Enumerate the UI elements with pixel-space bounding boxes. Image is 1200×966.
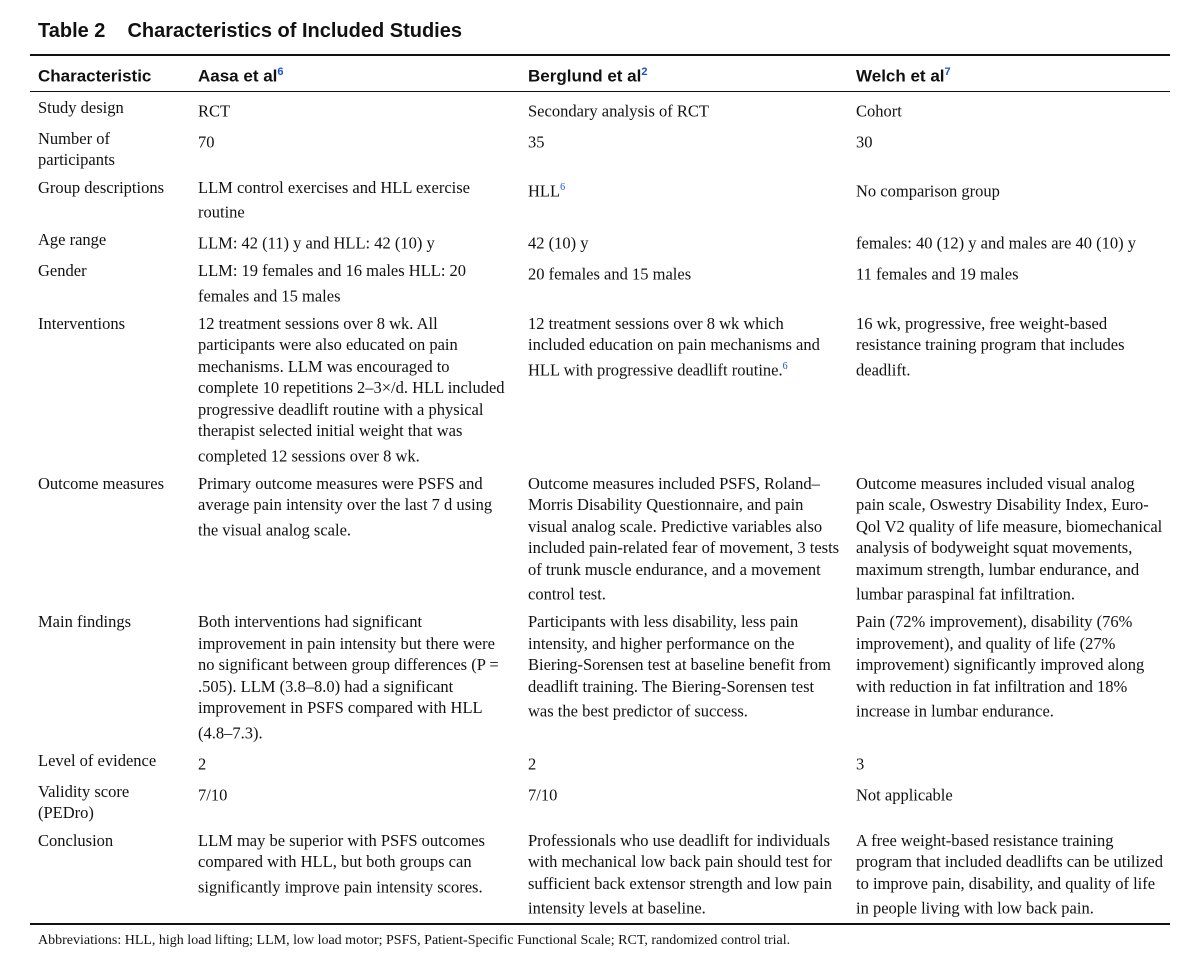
table-row [30,227,1170,258]
header-cell: Welch et $al^7$ [848,55,1170,91]
table-row [30,828,1170,925]
table-cell: A free weight-based resistance training program that included deadlifts can be utilized to improve pain, disability, and quality of life in people living with low back pain. [856,830,1163,918]
table-cell: 12 treatment sessions over 8 wk. All participants were also educated on pain mechanisms. LLM was encouraged to complete 10 repetitions 2–3×/d. HLL included progressive deadlift routine with a physical therapist selected initial weight that was completed 12 sessions over 8 wk. [198,313,505,466]
table-wrapper [30,14,1170,950]
row-label: Outcome measures [38,473,164,493]
row-label: Validity score (PEDro) [38,781,130,823]
table-cell: Pain (72% improvement), disability (76% improvement), and quality of life (27% improvement) significantly improved along with reduction in fat infiltration and 18% increase in lumbar endurance. [856,612,1145,721]
table-row [30,471,1170,610]
table-cell: HLL$^6$ [528,181,566,201]
row-label: Age range [38,230,107,250]
table-cell: LLM control exercises and HLL exercise routine [198,177,470,222]
table-cell: 7/10 [198,785,228,805]
table-cell: 7/10 [528,785,558,805]
row-label: Number of participants [38,128,115,170]
characteristics-table [30,54,1170,925]
table-row [30,175,1170,228]
header-cell: Aasa et $al^6$ [190,55,520,91]
table-cell: 70 [198,132,215,152]
table-cell: 12 treatment sessions over 8 wk which included education on pain mechanisms and HLL with progressive deadlift routine.$^6$ [528,313,820,380]
table-caption [38,18,1170,44]
table-row [30,126,1170,175]
table-cell: 2 [528,754,537,774]
table-footnote: Abbreviations: HLL, high load lifting; LLM, low load motor; PSFS, Patient-Specific Functional Scale; RCT, randomized control trial. [38,933,791,949]
row-label: Study design [38,97,124,117]
table-cell: Outcome measures included visual analog pain scale, Oswestry Disability Index, Euro-Qol V2 quality of life measure, biomechanical analysis of bodyweight squat movements, maximum strength, lumbar endurance, and lumbar paraspinal fat infiltration. [856,473,1163,604]
row-label: Main findings [38,612,132,632]
table-cell: 2 [198,754,207,774]
header-cell: Berglund et $al^2$ [520,55,848,91]
row-label: Group descriptions [38,177,165,197]
table-cell: Both interventions had significant improvement in pain intensity but there were no significant between group differences (P = .505). LLM (3.8–8.0) had a significant improvement in PSFS compared with HLL (4.8–7.3). [198,612,499,743]
table-row [30,311,1170,471]
table-row [30,91,1170,126]
table-cell: 11 females and 19 males [856,264,1019,284]
table-cell: LLM: 42 (11) y and HLL: 42 (10) y [198,233,435,253]
header-row [30,55,1170,91]
table-cell: 20 females and 15 males [528,264,692,284]
row-label: Interventions [38,313,126,333]
table-cell: females: 40 (12) y and males are 40 (10) y [856,233,1136,253]
table-cell: 30 [856,132,873,152]
row-label: Conclusion [38,830,114,850]
table-cell: Cohort [856,101,902,121]
table-title: Characteristics of Included Studies [127,20,462,42]
table-cell: No comparison group [856,181,1000,201]
table-label: Table 2 [38,20,106,42]
table-cell: LLM may be superior with PSFS outcomes compared with HLL, but both groups can significantly improve pain intensity scores. [198,830,485,897]
table-cell: 42 (10) y [528,233,589,253]
table-cell: Not applicable [856,785,953,805]
row-label: Gender [38,261,87,281]
table-row [30,258,1170,311]
table-row [30,609,1170,748]
table-row [30,748,1170,779]
table-cell: 35 [528,132,545,152]
table-cell: Secondary analysis of RCT [528,101,710,121]
header-cell: Characteristic [30,55,190,91]
row-label: Level of evidence [38,750,157,770]
table-cell: Participants with less disability, less pain intensity, and higher performance on the Biering-Sorensen test at baseline benefit from deadlift training. The Biering-Sorensen test was the best predictor of success. [528,612,831,721]
table-row [30,779,1170,828]
table-cell: Outcome measures included PSFS, Roland–Morris Disability Questionnaire, and pain visual analog scale. Predictive variables also included pain-related fear of movement, 3 tests of trunk muscle endurance, and a movement control test. [528,473,840,604]
table-cell: Professionals who use deadlift for individuals with mechanical low back pain should test for sufficient back extensor strength and low pain intensity levels at baseline. [528,830,832,918]
table-cell: RCT [198,101,231,121]
table-cell: Primary outcome measures were PSFS and average pain intensity over the last 7 d using the visual analog scale. [198,473,493,540]
table-cell: LLM: 19 females and 16 males HLL: 20 females and 15 males [198,261,467,306]
table-cell: 16 wk, progressive, free weight-based resistance training program that includes deadlift. [856,313,1125,380]
table-cell: 3 [856,754,865,774]
